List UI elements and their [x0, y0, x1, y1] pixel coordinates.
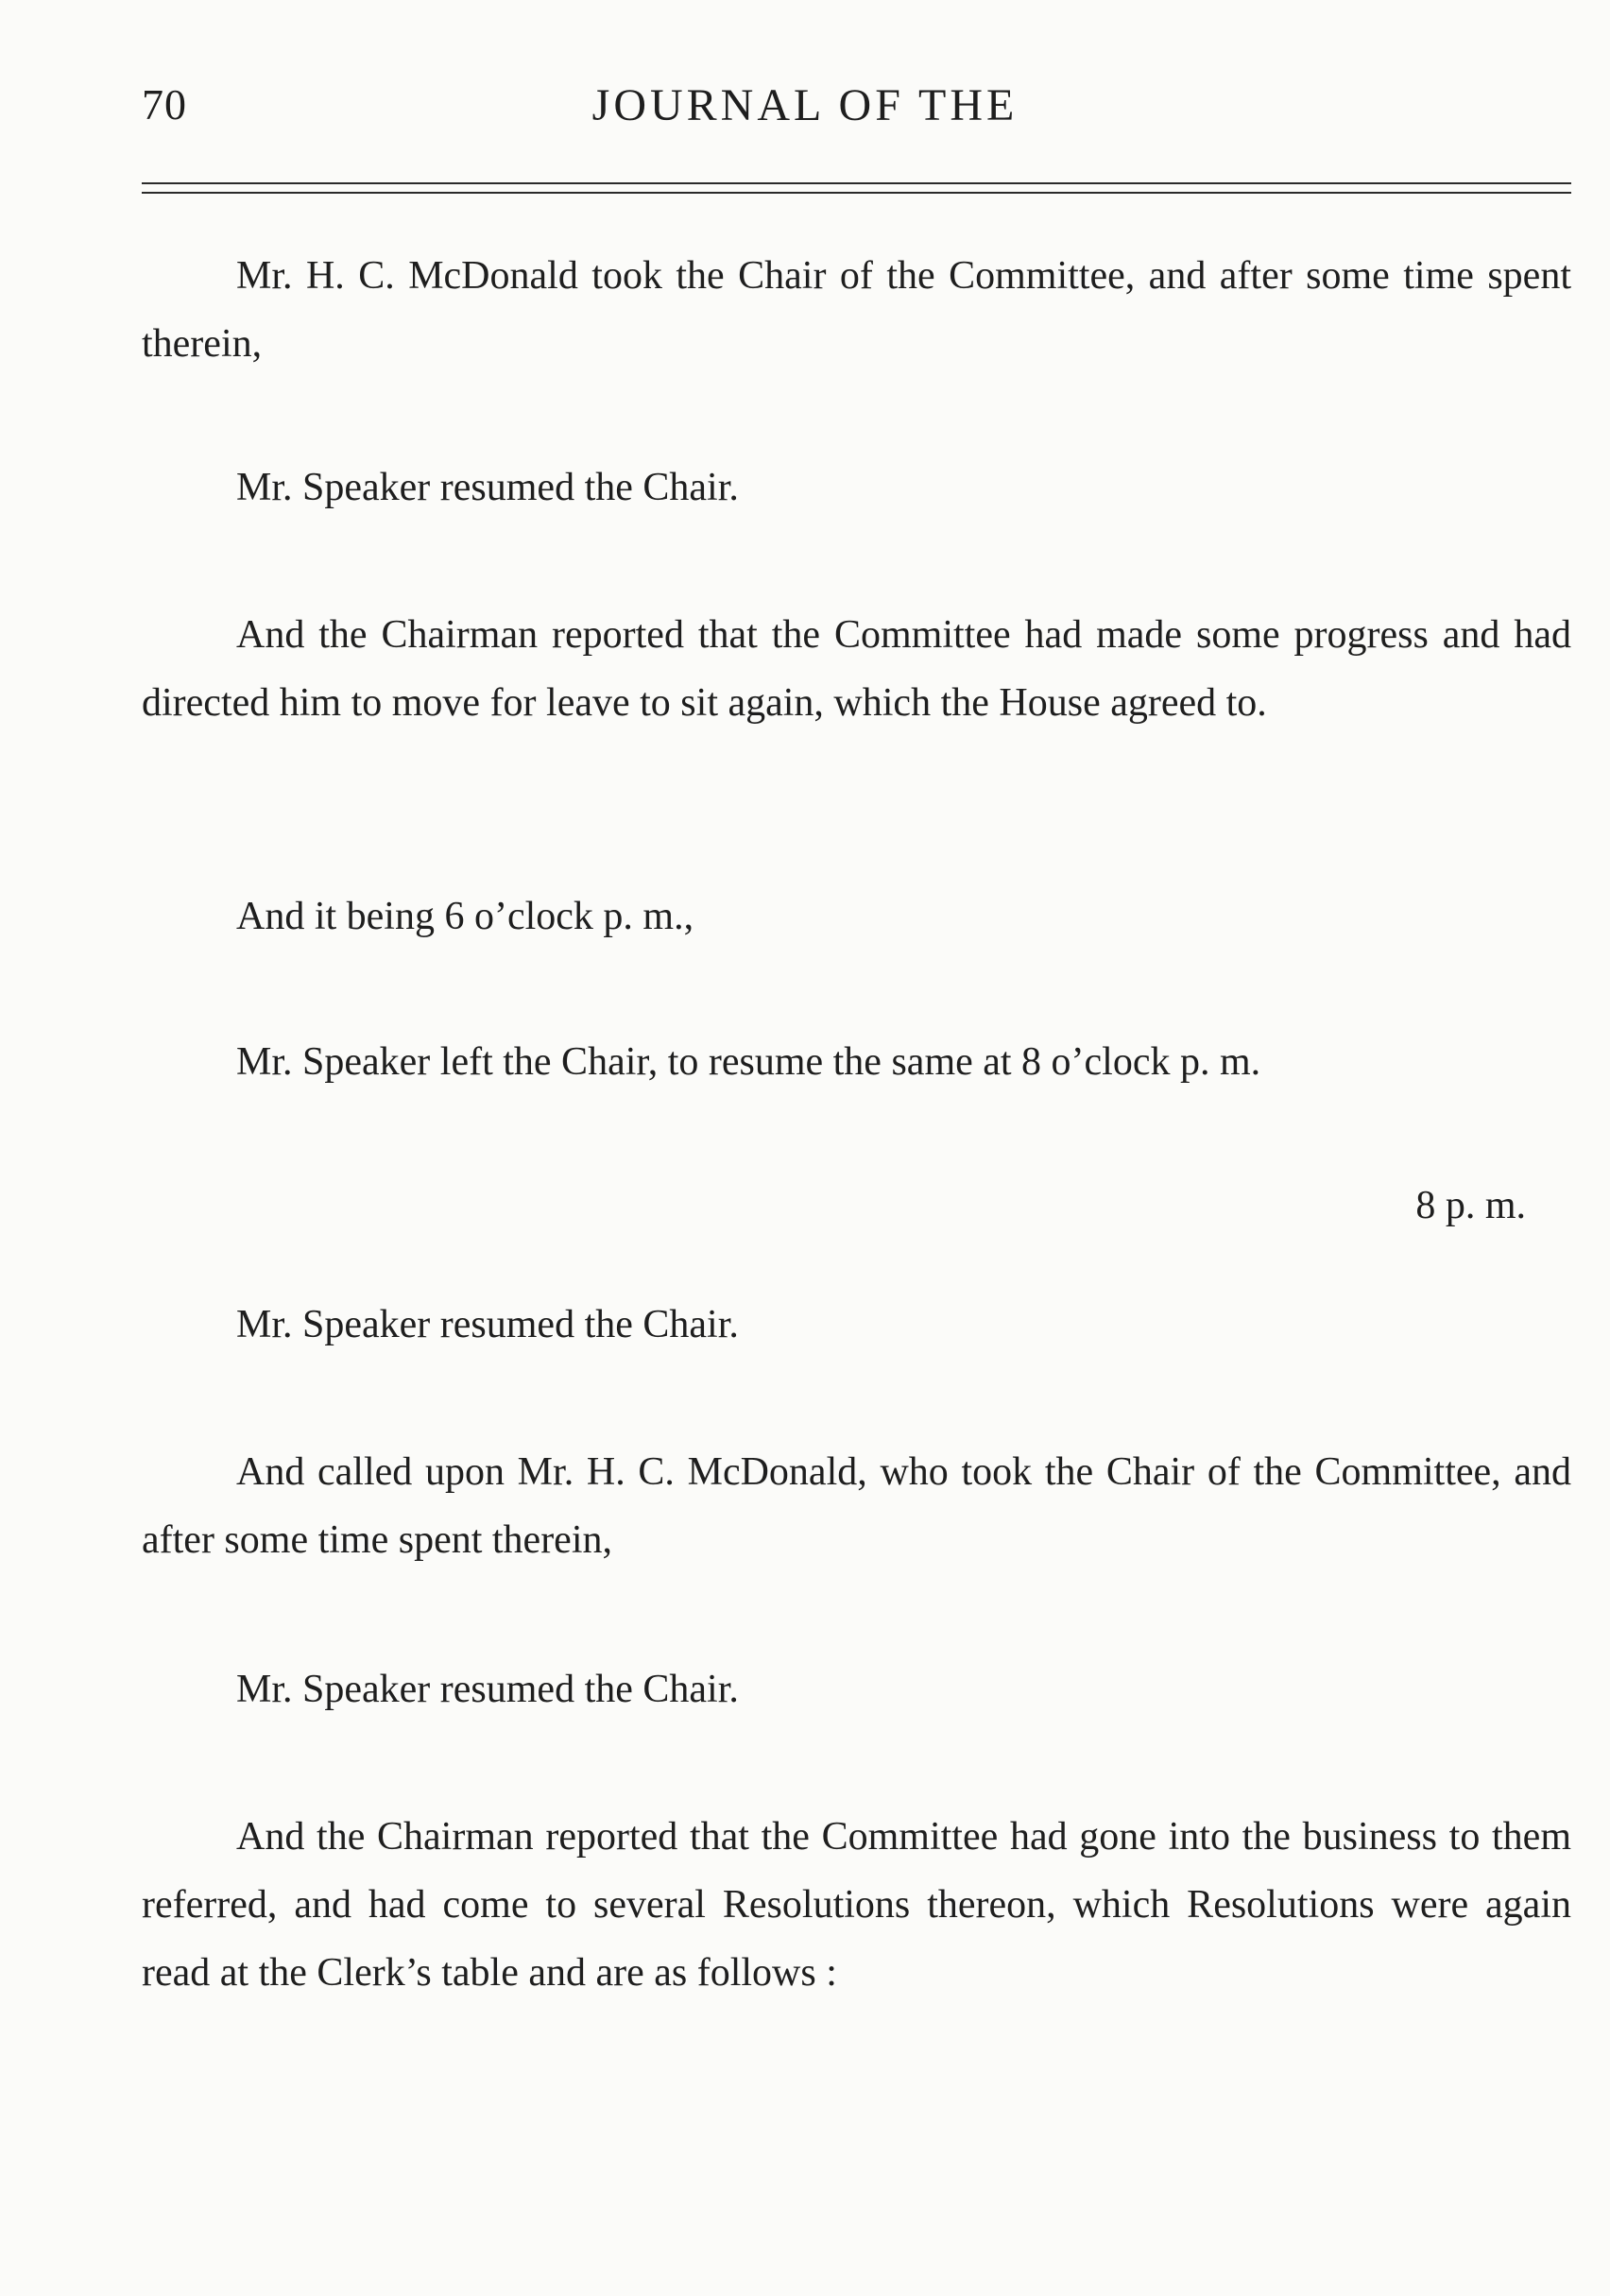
paragraph-speaker-resumed: Mr. Speaker resumed the Chair. — [236, 466, 739, 509]
paragraph-speaker-left: Mr. Speaker left the Chair, to resume the same at 8 o’clock p. m. — [236, 1040, 1261, 1084]
evening-time-marker: 8 p. m. — [1415, 1184, 1526, 1227]
paragraph-called-upon: And called upon Mr. H. C. McDonald, who took the Chair of the Committee, and after some time spent therein, — [142, 1450, 1571, 1562]
paragraph-progress-reported: And the Chairman reported that the Committee had made some progress and had directed him to move for leave to sit again, which the House agreed to. — [142, 613, 1571, 725]
paragraph-six-oclock: And it being 6 o’clock p. m., — [236, 895, 694, 938]
paragraph-speaker-resumed-evening: Mr. Speaker resumed the Chair. — [236, 1303, 739, 1346]
paragraph-speaker-resumed-again: Mr. Speaker resumed the Chair. — [236, 1668, 739, 1711]
header-rule-upper — [142, 182, 1571, 184]
page-number: 70 — [142, 80, 187, 129]
header-rule-lower — [142, 192, 1571, 194]
running-title: JOURNAL OF THE — [591, 80, 1019, 130]
paragraph-chair-taken: Mr. H. C. McDonald took the Chair of the Committee, and after some time spent therein, — [142, 254, 1571, 366]
paragraph-resolutions-reported: And the Chairman reported that the Committee had gone into the business to them referred, and had come to several Resolutions thereon, which Resolutions were again read at the Clerk’s table and are as follows : — [142, 1815, 1571, 1995]
